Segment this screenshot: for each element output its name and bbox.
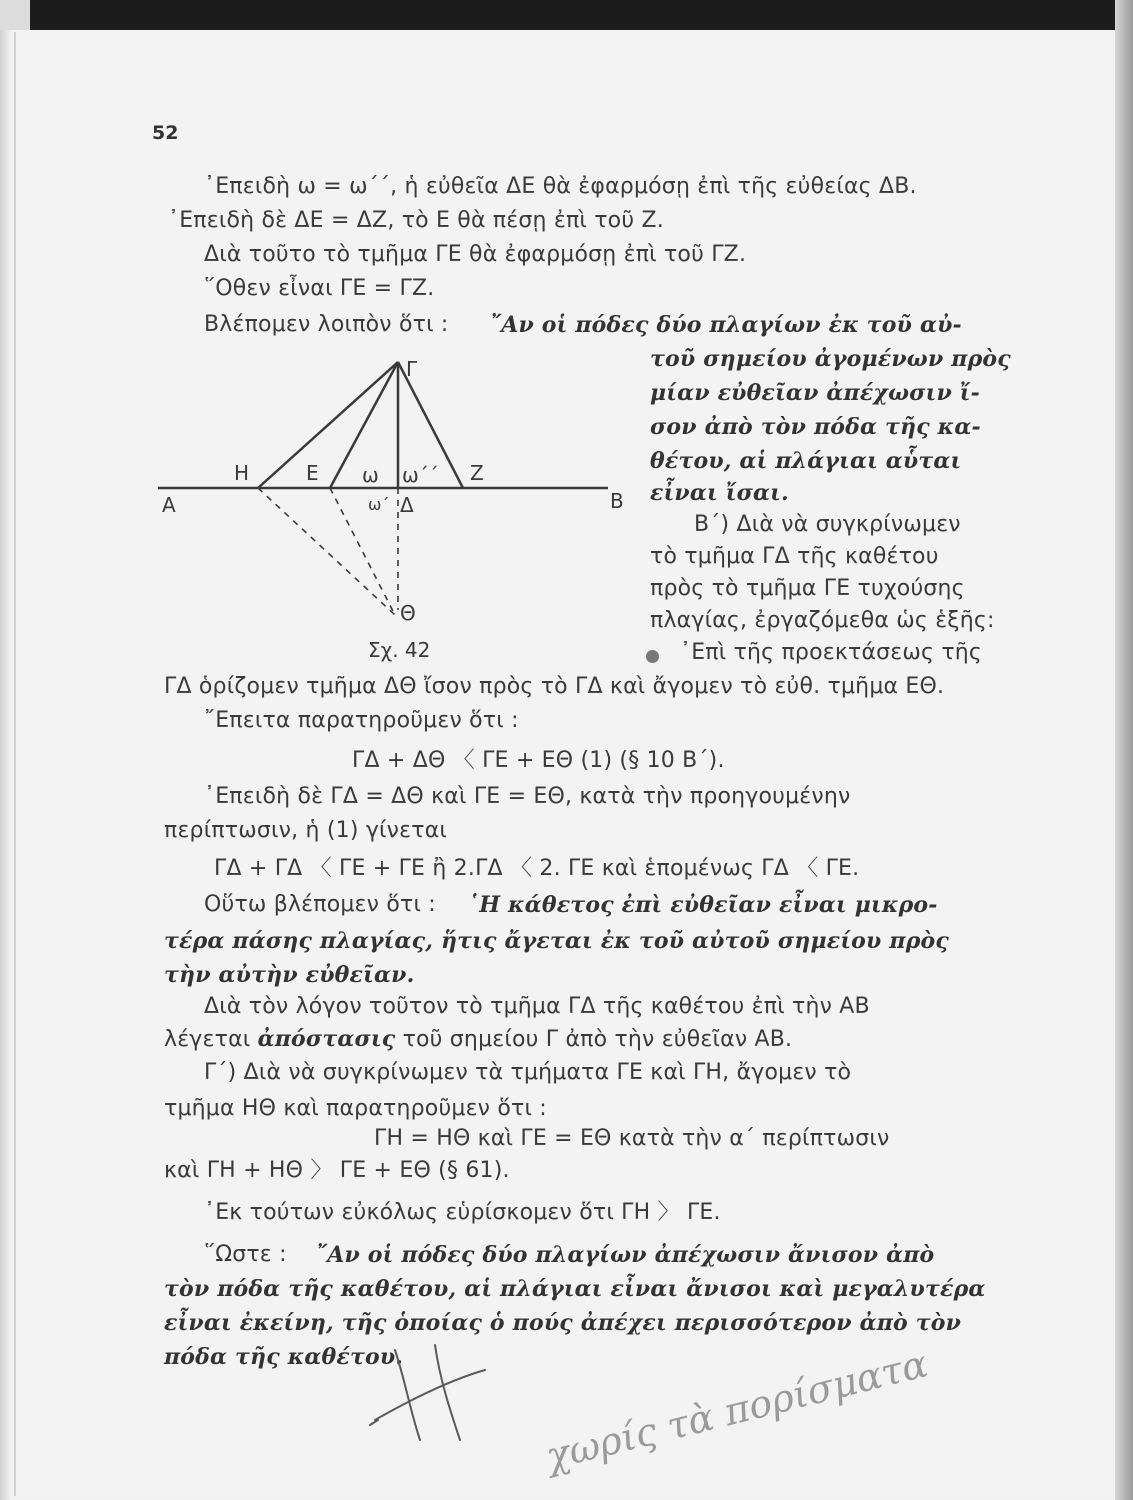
definition-post: τοῦ σημείου Γ ἀπὸ τὴν εὐθεῖαν ΑΒ. (402, 1027, 793, 1052)
text-line: ᾿Επειδὴ δὲ ΔΕ = ΔΖ, τὸ Ε θὰ πέσῃ ἐπὶ τοῦ Ζ. (168, 208, 664, 233)
scan-left-edge (0, 30, 10, 1500)
text-line: περίπτωσιν, ἡ (1) γίνεται (164, 818, 448, 843)
text-line: Διὰ τοῦτο τὸ τμῆμα ΓΕ θὰ ἐφαρμόσῃ ἐπὶ τοῦ ΓΖ. (204, 242, 747, 267)
label-delta: Δ (400, 493, 414, 517)
theorem-line: σον ἀπὸ τὸν πόδα τῆς κα- (650, 414, 981, 440)
text-line: τμῆμα ΗΘ καὶ παρατηροῦμεν ὅτι : (164, 1096, 547, 1121)
label-gamma: Γ (406, 357, 418, 381)
label-omega-prime: ω΄ (368, 495, 390, 514)
theorem-line: τοῦ σημείου ἀγομένων πρὸς (650, 346, 1011, 372)
text-line: ῞Οθεν εἶναι ΓΕ = ΓΖ. (204, 276, 435, 301)
text-line: Γ΄) Διὰ νὰ συγκρίνωμεν τὰ τμήματα ΓΕ καὶ ΓΗ, ἄγομεν τὸ (204, 1060, 852, 1085)
ink-spot (646, 650, 659, 663)
definition-line (164, 1024, 792, 1055)
page-number: 52 (152, 122, 179, 144)
theorem-line: ῎Αν οἱ πόδες δύο πλαγίων ἀπέχωσιν ἄνισον ἀπὸ (316, 1242, 935, 1268)
theorem-line: πόδα τῆς καθέτου. (164, 1344, 404, 1370)
label-beta: Β (610, 489, 624, 513)
label-epsilon: Ε (306, 461, 319, 485)
theorem-intro: ῞Ωστε : (204, 1242, 287, 1267)
theorem-line: τέρα πάσης πλαγίας, ἥτις ἄγεται ἐκ τοῦ αὐτοῦ σημείου πρὸς (164, 928, 949, 954)
theorem-line: εἶναι ἐκείνη, τῆς ὁποίας ὁ πούς ἀπέχει περισσότερον ἀπὸ τὸν (164, 1310, 962, 1336)
text-line: ᾿Επειδὴ δὲ ΓΔ = ΔΘ καὶ ΓΕ = ΕΘ, κατὰ τὴν προηγουμένην (204, 784, 851, 809)
text-line: πρὸς τὸ τμῆμα ΓΕ τυχούσης (650, 576, 965, 601)
formula-line: καὶ ΓΗ + ΗΘ 〉 ΓΕ + ΕΘ (§ 61). (164, 1158, 510, 1183)
text-line: Διὰ τὸν λόγον τοῦτον τὸ τμῆμα ΓΔ τῆς καθέτου ἐπὶ τὴν ΑΒ (204, 994, 870, 1019)
theorem-intro: Οὕτω βλέπομεν ὅτι : (204, 892, 436, 917)
theorem-line: ῎Αν οἱ πόδες δύο πλαγίων ἐκ τοῦ αὐ- (490, 312, 962, 338)
handwritten-annotation (360, 1340, 1020, 1490)
label-omega-double: ω΄΄ (402, 463, 439, 487)
scan-top-border (0, 0, 1133, 30)
text-line: ῎Επειτα παρατηροῦμεν ὅτι : (204, 708, 519, 733)
figure-caption: Σχ. 42 (368, 638, 431, 662)
text-line: ΓΔ ὁρίζομεν τμῆμα ΔΘ ἴσον πρὸς τὸ ΓΔ καὶ ἄγομεν τὸ εὐθ. τμῆμα ΕΘ. (164, 674, 945, 699)
label-zeta: Ζ (470, 461, 484, 485)
label-alpha: Α (162, 493, 176, 517)
text-line: πλαγίας, ἐργαζόμεθα ὡς ἑξῆς: (650, 608, 995, 633)
theorem-line: τὸν πόδα τῆς καθέτου, αἱ πλάγιαι εἶναι ἄνισοι καὶ μεγαλυτέρα (164, 1276, 986, 1302)
handwritten-note: χωρίς τὰ πορίσματα (541, 1341, 933, 1479)
definition-pre: λέγεται (164, 1027, 251, 1052)
label-theta: Θ (400, 601, 416, 625)
definition-term: ἀπόστασις (257, 1026, 396, 1052)
geometry-figure (158, 350, 638, 640)
text-line: τὸ τμῆμα ΓΔ τῆς καθέτου (650, 544, 939, 569)
text-line: ᾿Εκ τούτων εὐκόλως εὑρίσκομεν ὅτι ΓΗ 〉 ΓΕ. (204, 1200, 721, 1225)
theorem-line: εἶναι ἴσαι. (650, 480, 789, 506)
theorem-line: ῾Η κάθετος ἐπὶ εὐθεῖαν εἶναι μικρο- (468, 892, 938, 918)
scan-corner (0, 0, 30, 30)
formula-line: ΓΔ + ΔΘ 〈 ΓΕ + ΕΘ (1) (§ 10 Β΄). (352, 748, 725, 773)
formula-line: ΓΔ + ΓΔ 〈 ΓΕ + ΓΕ ἢ 2.ΓΔ 〈 2. ΓΕ καὶ ἑπομένως ΓΔ 〈 ΓΕ. (214, 856, 860, 881)
label-omega: ω (362, 463, 379, 487)
theorem-line: μίαν εὐθεῖαν ἀπέχωσιν ἴ- (650, 380, 980, 406)
label-eta: Η (234, 461, 250, 485)
theorem-line: τὴν αὐτὴν εὐθεῖαν. (164, 962, 415, 988)
scan-right-border (1115, 0, 1133, 1500)
theorem-intro: Βλέπομεν λοιπὸν ὅτι : (204, 312, 449, 337)
text-line: ᾿Επὶ τῆς προεκτάσεως τῆς (680, 640, 983, 665)
text-line: Β΄) Διὰ νὰ συγκρίνωμεν (694, 512, 961, 537)
text-line: ᾿Επειδὴ ω = ω΄΄, ἡ εὐθεῖα ΔΕ θὰ ἐφαρμόσῃ ἐπὶ τῆς εὐθείας ΔΒ. (204, 174, 917, 199)
theorem-line: θέτου, αἱ πλάγιαι αὗται (650, 448, 962, 474)
formula-line: ΓΗ = ΗΘ καὶ ΓΕ = ΕΘ κατὰ τὴν α΄ περίπτωσιν (374, 1126, 890, 1151)
cross-mark-icon (370, 1345, 485, 1440)
